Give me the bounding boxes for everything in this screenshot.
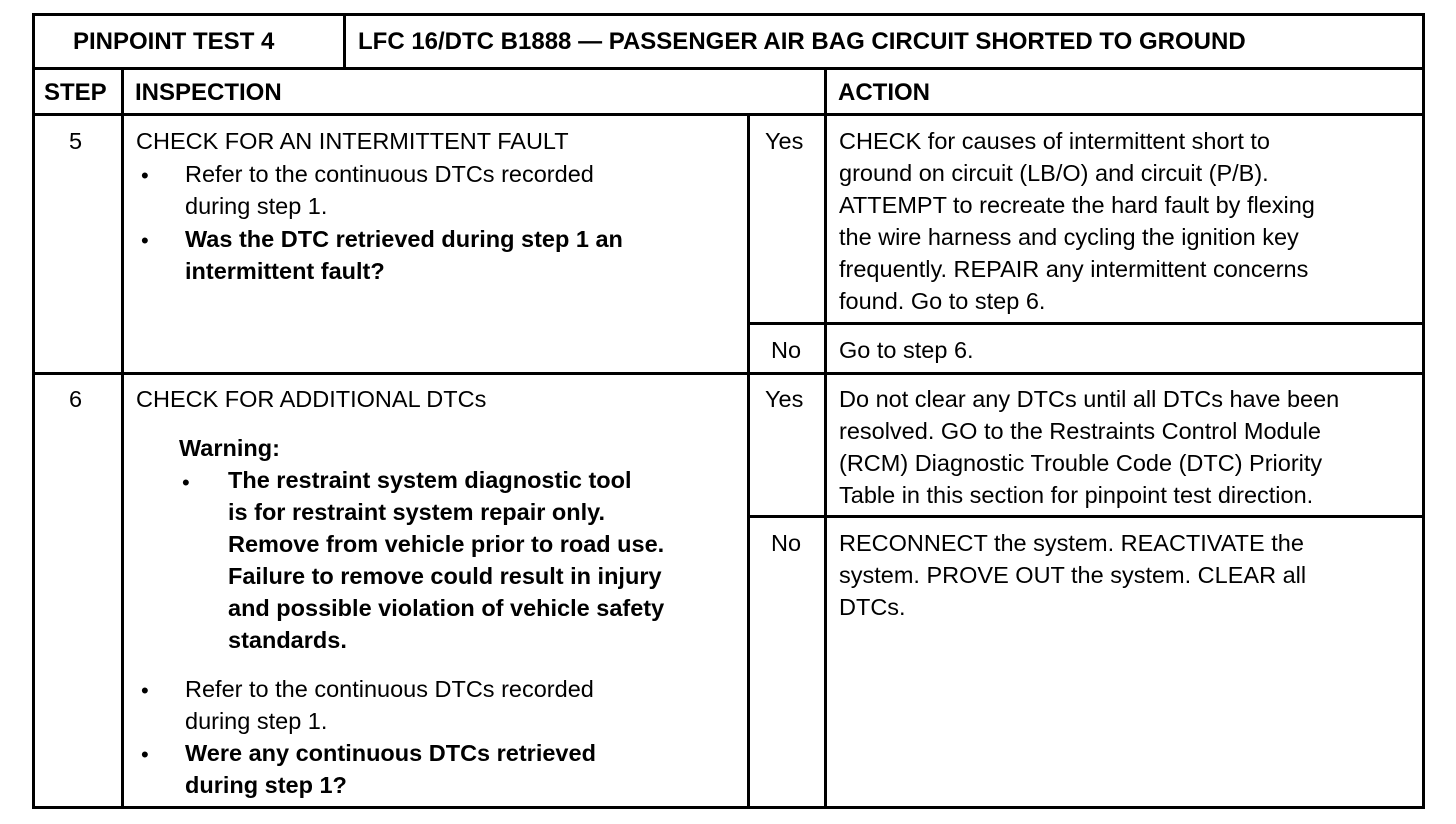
step6-bullet1-dot: • <box>141 678 149 703</box>
step6-warning-dot: • <box>182 470 190 495</box>
pinpoint-test-title: LFC 16/DTC B1888 — PASSENGER AIR BAG CIRCUIT SHORTED TO GROUND <box>358 28 1246 55</box>
step5-yes-action-line5: frequently. REPAIR any intermittent concerns <box>839 256 1309 282</box>
step5-bullet2-dot: • <box>141 228 149 253</box>
step6-bullet1-line1: Refer to the continuous DTCs recorded <box>185 676 594 702</box>
step6-warning-line4: Failure to remove could result in injury <box>228 563 662 589</box>
step-divider <box>32 372 1425 375</box>
step5-bullet2-line2: intermittent fault? <box>185 258 385 284</box>
step5-yes-action-line3: ATTEMPT to recreate the hard fault by flexing <box>839 192 1315 218</box>
step6-bullet1-line2: during step 1. <box>185 708 328 734</box>
pinpoint-test-label: PINPOINT TEST 4 <box>73 28 275 55</box>
step6-yes-label: Yes <box>765 386 804 412</box>
step-column-header: STEP <box>44 79 107 106</box>
step6-warning-line5: and possible violation of vehicle safety <box>228 595 665 621</box>
step6-warning-line1: The restraint system diagnostic tool <box>228 467 632 493</box>
step6-yes-action-line2: resolved. GO to the Restraints Control Module <box>839 418 1321 444</box>
step6-warning-line3: Remove from vehicle prior to road use. <box>228 531 665 557</box>
step6-yes-action-line3: (RCM) Diagnostic Trouble Code (DTC) Priority <box>839 450 1323 476</box>
step5-bullet1-dot: • <box>141 163 149 188</box>
step6-warning-label: Warning: <box>179 435 280 461</box>
step5-no-divider <box>748 322 1425 325</box>
step5-no-action: Go to step 6. <box>839 337 974 363</box>
step6-no-action-line3: DTCs. <box>839 594 906 620</box>
header-divider <box>32 67 1425 70</box>
step6-yes-action-line4: Table in this section for pinpoint test direction. <box>839 482 1314 508</box>
step5-yes-label: Yes <box>765 128 804 154</box>
step6-no-action-line2: system. PROVE OUT the system. CLEAR all <box>839 562 1307 588</box>
step6-bullet2-line1: Were any continuous DTCs retrieved <box>185 740 596 766</box>
column-header-divider <box>32 113 1425 116</box>
step5-yes-action-line2: ground on circuit (LB/O) and circuit (P/B). <box>839 160 1269 186</box>
action-column-header: ACTION <box>838 79 930 106</box>
action-column-divider <box>824 67 827 809</box>
step5-title: CHECK FOR AN INTERMITTENT FAULT <box>136 128 569 154</box>
step5-bullet1-line1: Refer to the continuous DTCs recorded <box>185 161 594 187</box>
step5-yes-action-line4: the wire harness and cycling the ignition key <box>839 224 1299 250</box>
step6-yes-action-line1: Do not clear any DTCs until all DTCs have been <box>839 386 1340 412</box>
step6-bullet2-line2: during step 1? <box>185 772 347 798</box>
step6-no-action-line1: RECONNECT the system. REACTIVATE the <box>839 530 1304 556</box>
step6-no-divider <box>748 515 1425 518</box>
step5-number: 5 <box>69 128 83 154</box>
title-divider <box>343 13 346 69</box>
step6-bullet2-dot: • <box>141 742 149 767</box>
step-column-divider <box>121 67 124 809</box>
step5-bullet2-line1: Was the DTC retrieved during step 1 an <box>185 226 623 252</box>
step5-bullet1-line2: during step 1. <box>185 193 328 219</box>
inspection-column-header: INSPECTION <box>135 79 282 106</box>
step5-yes-action-line6: found. Go to step 6. <box>839 288 1046 314</box>
step6-title: CHECK FOR ADDITIONAL DTCs <box>136 386 487 412</box>
step5-no-label: No <box>771 337 802 363</box>
step6-warning-line6: standards. <box>228 627 347 653</box>
step6-warning-line2: is for restraint system repair only. <box>228 499 606 525</box>
answer-column-divider <box>747 113 750 809</box>
step6-no-label: No <box>771 530 802 556</box>
step6-number: 6 <box>69 386 83 412</box>
step5-yes-action-line1: CHECK for causes of intermittent short to <box>839 128 1270 154</box>
